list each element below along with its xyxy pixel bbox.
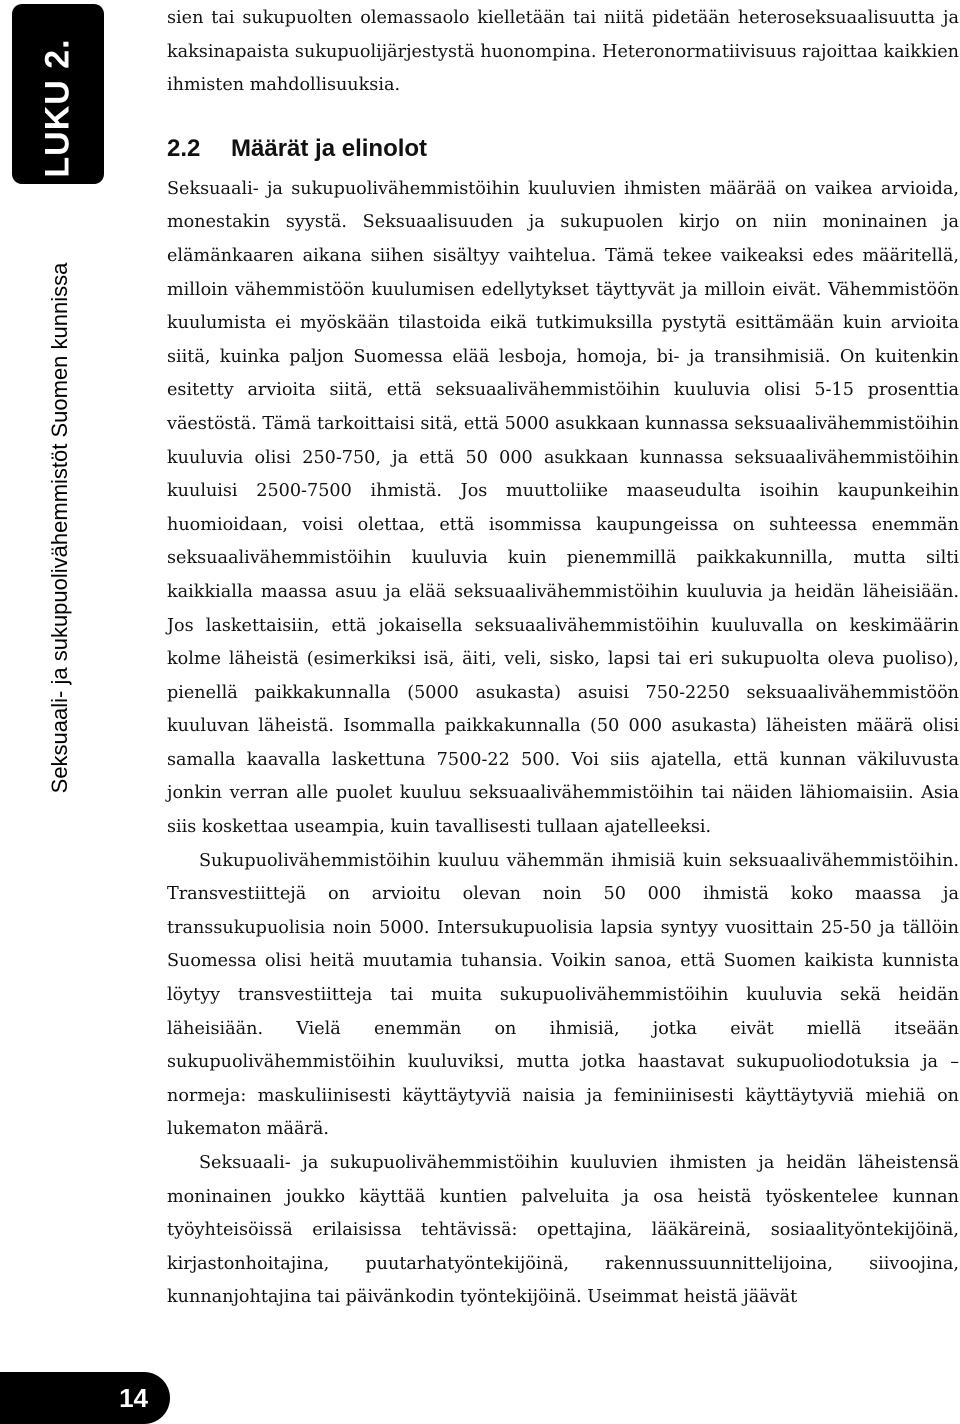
running-head: Seksuaali- ja sukupuolivähemmistöt Suomen kunnissa bbox=[47, 262, 72, 794]
chapter-label: LUKU 2. bbox=[38, 38, 77, 178]
section-number: 2.2 bbox=[167, 134, 201, 162]
section-heading bbox=[167, 131, 959, 167]
body-paragraph: Seksuaali- ja sukupuolivähemmistöihin kuuluvien ihmisten ja heidän läheistensä moninainen joukko käyttää kuntien palveluita ja osa heistä työskentelee kunnan työyhteisöissä erilaisissa tehtävissä: opettajina, lääkäreinä, sosiaalityöntekijöinä, kirjastonhoitajina, puutarhatyöntekijöinä, rakennussuunnittelijoina, siivoojina, kunnanjohtajina tai päivänkodin työntekijöinä. Useimmat heistä jäävät bbox=[167, 1153, 959, 1308]
text-column bbox=[167, 2, 959, 1315]
page-number: 14 bbox=[0, 1372, 170, 1424]
intro-paragraph: sien tai sukupuolten olemassaolo kielletään tai niitä pidetään heteroseksuaalisuutta ja kaksinapaista sukupuolijärjestystä huonompina. Heteronormatiivisuus rajoittaa kaikkien ihmisten mahdollisuuksia. bbox=[167, 8, 959, 96]
body-paragraph: Sukupuolivähemmistöihin kuuluu vähemmän ihmisiä kuin seksuaalivähemmistöihin. Transvestiittejä on arvioitu olevan noin 50 000 ihmistä koko maassa ja transsukupuolisia noin 5000. Intersukupuolisia lapsia syntyy vuosittain 25-50 ja tällöin Suomessa olisi heitä muutamia tuhansia. Voikin sanoa, että Suomen kaikista kunnista löytyy transvestiitteja tai muita sukupuolivähemmistöihin kuuluvia sekä heidän läheisiään. Vielä enemmän on ihmisiä, jotka eivät miellä itseään sukupuolivähemmistöihin kuuluviksi, mutta jotka haastavat sukupuoliodotuksia ja –normeja: maskuliinisesti käyttäytyviä naisia ja feminiinisesti käyttäytyviä miehiä on lukematon määrä. bbox=[167, 850, 959, 1140]
body-paragraph: Seksuaali- ja sukupuolivähemmistöihin kuuluvien ihmisten määrää on vaikea arvioida, monestakin syystä. Seksuaalisuuden ja sukupuolen kirjo on niin moninainen ja elämänkaaren aikana siihen sisältyy vaihtelua. Tämä tekee vaikeaksi edes määritellä, milloin vähemmistöön kuulumisen edellytykset täyttyvät ja milloin eivät. Vähemmistöön kuulumista ei myöskään tilastoida eikä tutkimuksilla pystytä esittämään kuin arvioita siitä, kuinka paljon Suomessa elää lesboja, homoja, bi- ja transihmisiä. On kuitenkin esitetty arvioita siitä, että seksuaalivähemmistöihin kuuluvia olisi 5-15 prosenttia väestöstä. Tämä tarkoittaisi sitä, että 5000 asukkaan kunnassa seksuaalivähemmistöihin kuuluvia olisi 250-750, ja että 50 000 asukkaan kunnassa seksuaalivähemmistöihin kuuluisi 2500-7500 ihmistä. Jos muuttoliike maaseudulta isoihin kaupunkeihin huomioidaan, voisi olettaa, että isommissa kaupungeissa on suhteessa enemmän seksuaalivähemmistöihin kuuluvia kuin pienemmillä paikkakunnilla, mutta silti kaikkialla maassa asuu ja elää seksuaalivähemmistöihin kuuluvia ja heidän läheisiään. Jos laskettaisiin, että jokaisella seksuaalivähemmistöihin kuuluvalla on keskimäärin kolme läheistä (esimerkiksi isä, äiti, veli, sisko, lapsi tai eri sukupuolta oleva puoliso), pienellä paikkakunnalla (5000 asukasta) asuisi 750-2250 seksuaalivähemmistöön kuuluvan läheistä. Isommalla paikkakunnalla (50 000 asukasta) läheisten määrä olisi samalla kaavalla laskettuna 7500-22 500. Voi siis ajatella, että kunnan väkiluvusta jonkin verran alle puolet kuuluu seksuaalivähemmistöihin tai näiden lähiomaisiin. Asia siis koskettaa useampia, kuin tavallisesti tullaan ajatelleeksi. bbox=[167, 178, 959, 838]
chapter-tab bbox=[12, 4, 104, 184]
section-title: Määrät ja elinolot bbox=[231, 134, 428, 162]
